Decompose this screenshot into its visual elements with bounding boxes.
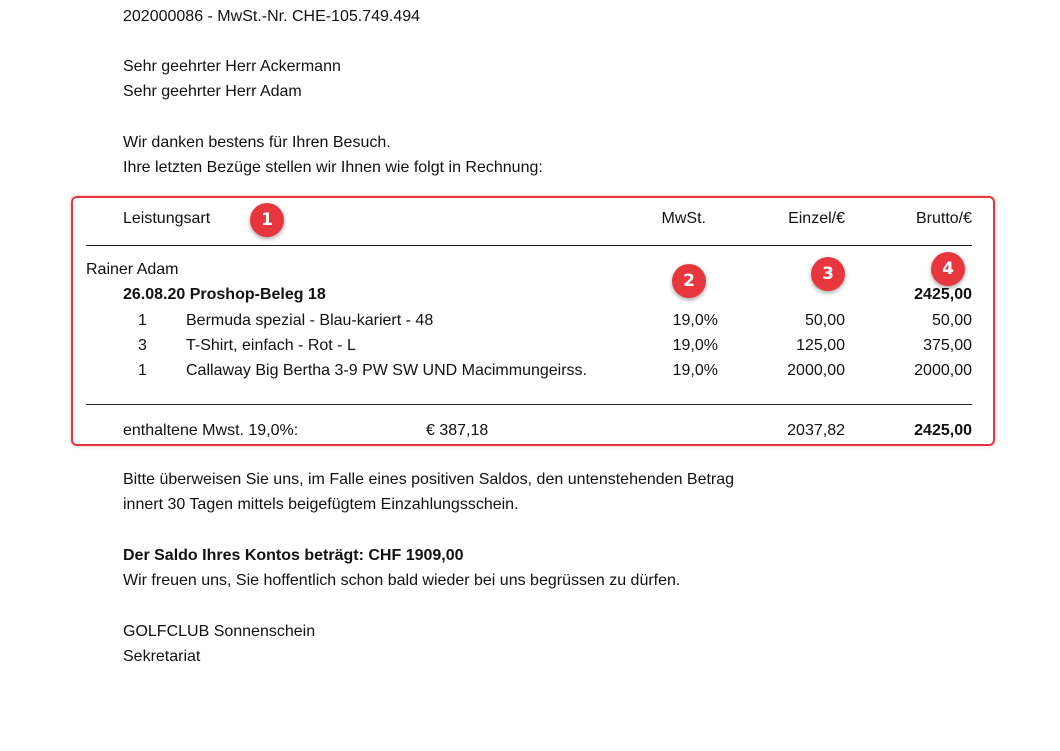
header-unit-price: Einzel/€: [788, 210, 845, 227]
item-vat: 19,0%: [672, 337, 718, 354]
item-gross: 375,00: [923, 337, 972, 354]
item-description: Callaway Big Bertha 3-9 PW SW UND Macimmungeirss.: [186, 362, 587, 379]
receipt-label: 26.08.20 Proshop-Beleg 18: [123, 286, 326, 303]
account-balance: Der Saldo Ihres Kontos beträgt: CHF 1909,00: [123, 547, 464, 564]
item-qty: 1: [138, 362, 147, 379]
header-vat: MwSt.: [661, 210, 706, 227]
table-header-divider: [86, 245, 972, 246]
closing-text: Wir freuen uns, Sie hoffentlich schon bald wieder bei uns begrüssen zu dürfen.: [123, 572, 681, 589]
item-qty: 3: [138, 337, 147, 354]
item-vat: 19,0%: [672, 312, 718, 329]
header-gross: Brutto/€: [915, 210, 972, 227]
item-description: Bermuda spezial - Blau-kariert - 48: [186, 312, 434, 329]
intro-line-1: Wir danken bestens für Ihren Besuch.: [123, 134, 391, 151]
signature-club: GOLFCLUB Sonnenschein: [123, 623, 316, 640]
callout-badge-3: 3: [811, 257, 845, 291]
footer-vat-label: enthaltene Mwst. 19,0%:: [123, 422, 299, 439]
item-gross: 2000,00: [914, 362, 972, 379]
payment-line-1: Bitte überweisen Sie uns, im Falle eines positiven Saldos, den untenstehenden Betrag: [123, 471, 735, 488]
item-vat: 19,0%: [672, 362, 718, 379]
callout-badge-2: 2: [672, 264, 706, 298]
item-description: T-Shirt, einfach - Rot - L: [186, 337, 356, 354]
table-footer-divider: [86, 404, 972, 405]
salutation-1: Sehr geehrter Herr Ackermann: [123, 58, 341, 75]
header-service: Leistungsart: [123, 210, 211, 227]
item-unit-price: 2000,00: [787, 362, 845, 379]
callout-badge-4: 4: [931, 252, 965, 286]
footer-gross-total: 2425,00: [914, 422, 972, 439]
salutation-2: Sehr geehrter Herr Adam: [123, 83, 302, 100]
footer-vat-amount: € 387,18: [426, 422, 489, 439]
customer-name: Rainer Adam: [86, 261, 179, 278]
payment-line-2: innert 30 Tagen mittels beigefügtem Einzahlungsschein.: [123, 496, 519, 513]
item-unit-price: 50,00: [804, 312, 845, 329]
intro-line-2: Ihre letzten Bezüge stellen wir Ihnen wie folgt in Rechnung:: [123, 159, 543, 176]
item-qty: 1: [138, 312, 147, 329]
item-gross: 50,00: [931, 312, 972, 329]
header-reference: 202000086 - MwSt.-Nr. CHE-105.749.494: [123, 8, 421, 25]
footer-net-total: 2037,82: [787, 422, 845, 439]
item-unit-price: 125,00: [796, 337, 845, 354]
callout-badge-1: 1: [250, 203, 284, 237]
signature-department: Sekretariat: [123, 648, 201, 665]
receipt-total: 2425,00: [914, 286, 972, 303]
